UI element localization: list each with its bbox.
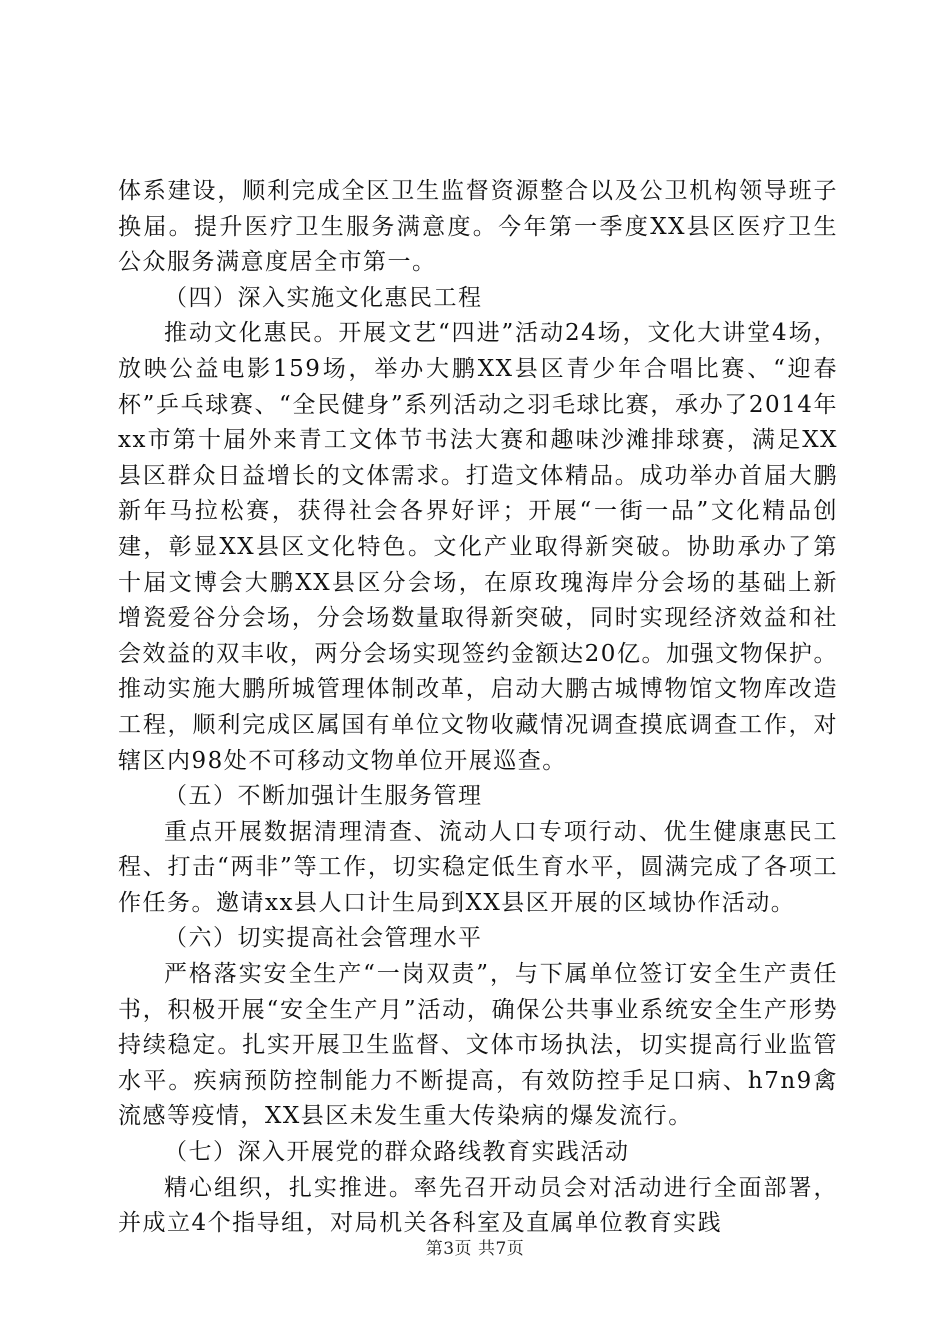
section-heading-4: （四）深入实施文化惠民工程 bbox=[164, 284, 483, 311]
paragraph-party-education: 精心组织，扎实推进。率先召开动员会对活动进行全面部署，并成立4个指导组，对局机关各科室及直属单位教育实践 bbox=[118, 1174, 838, 1237]
paragraph-social-management: 严格落实安全生产“一岗双责”，与下属单位签订安全生产责任书，积极开展“安全生产月”活动，确保公共事业系统安全生产形势持续稳定。扎实开展卫生监督、文体市场执法，切实提高行业监管水平。疾病预防控制能力不断提高，有效防控手足口病、h7n9禽流感等疫情，XX县区未发生重大传染病的爆发流行。 bbox=[118, 961, 838, 1130]
paragraph-family-planning: 重点开展数据清理清查、流动人口专项行动、优生健康惠民工程、打击“两非”等工作，切实稳定低生育水平，圆满完成了各项工作任务。邀请xx县人口计生局到XX县区开展的区域协作活动。 bbox=[118, 818, 838, 916]
section-heading-7: （七）深入开展党的群众路线教育实践活动 bbox=[164, 1139, 630, 1166]
paragraph-culture: 推动文化惠民。开展文艺“四进”活动24场，文化大讲堂4场，放映公益电影159场，举办大鹏XX县区青少年合唱比赛、“迎春杯”乒乓球赛、“全民健身”系列活动之羽毛球比赛，承办了2014年xx市第十届外来青工文体节书法大赛和趣味沙滩排球赛，满足XX县区群众日益增长的文体需求。打造文体精品。成功举办首届大鹏新年马拉松赛，获得社会各界好评；开展“一街一品”文化精品创建，彰显XX县区文化特色。文化产业取得新突破。协助承办了第十届文博会大鹏XX县区分会场，在原玫瑰海岸分会场的基础上新增瓷爱谷分会场，分会场数量取得新突破，同时实现经济效益和社会效益的双丰收，两分会场实现签约金额达20亿。加强文物保护。推动实施大鹏所城管理体制改革，启动大鹏古城博物馆文物库改造工程，顺利完成区属国有单位文物收藏情况调查摸底调查工作，对辖区内98处不可移动文物单位开展巡查。 bbox=[118, 320, 838, 774]
paragraph-continued: 体系建设，顺利完成全区卫生监督资源整合以及公卫机构领导班子换届。提升医疗卫生服务满意度。今年第一季度XX县区医疗卫生公众服务满意度居全市第一。 bbox=[118, 178, 838, 276]
section-heading-6: （六）切实提高社会管理水平 bbox=[164, 925, 483, 952]
document-body bbox=[118, 174, 838, 1242]
section-heading-5: （五）不断加强计生服务管理 bbox=[164, 783, 483, 810]
page-number-footer: 第3页 共7页 bbox=[425, 1239, 525, 1259]
